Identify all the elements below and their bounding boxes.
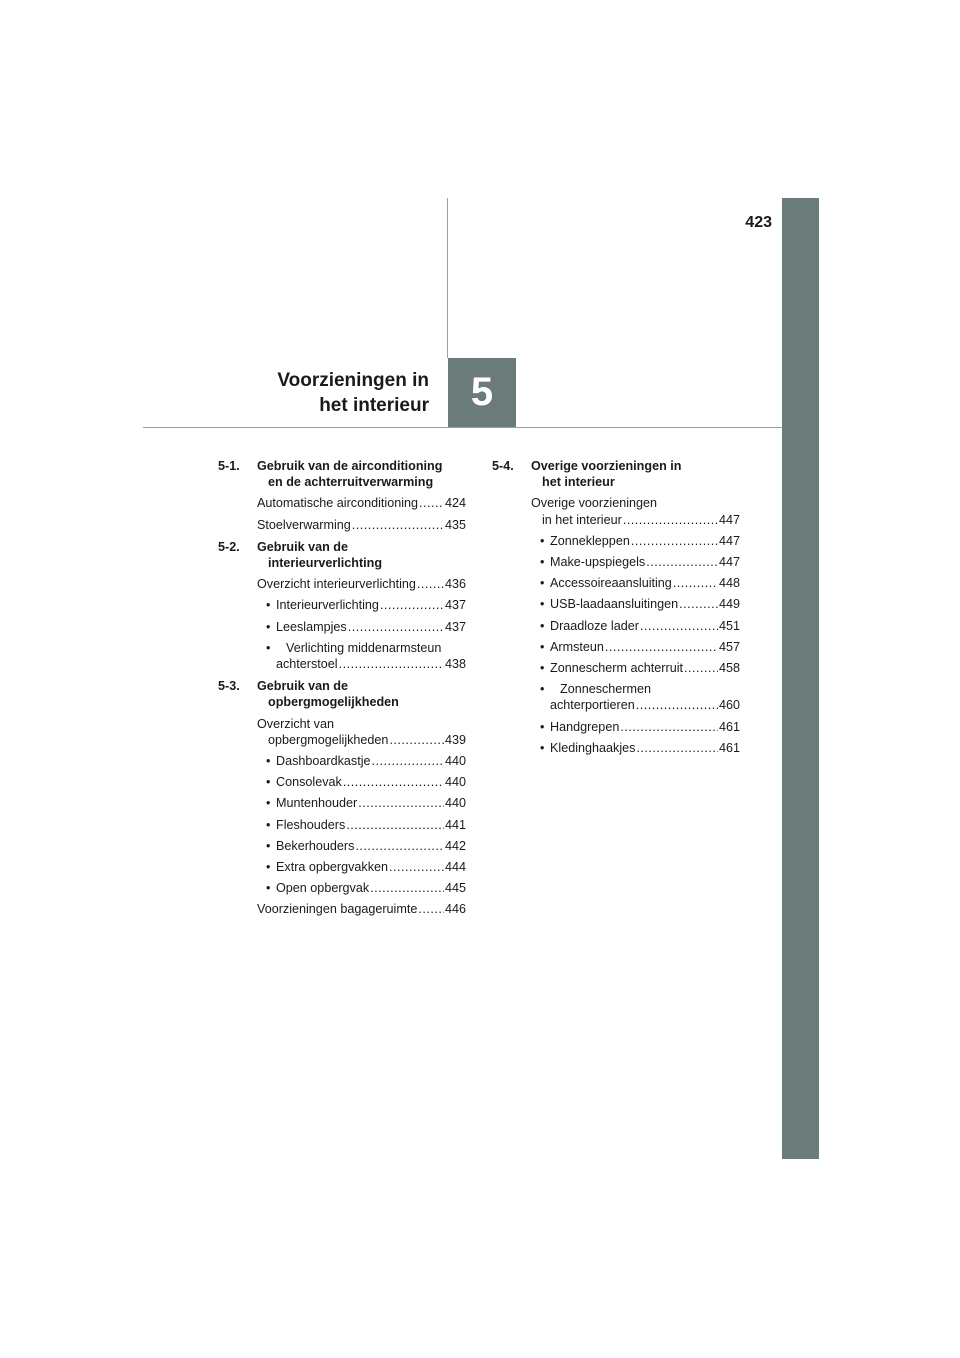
section-title-line1: Gebruik van de airconditioning <box>257 459 443 473</box>
section-number: 5-2. <box>218 539 240 554</box>
leader-dots <box>646 554 718 570</box>
entry-label: Bekerhouders <box>276 838 355 853</box>
leader-dots <box>640 618 718 634</box>
section-title <box>257 458 466 490</box>
bullet: • <box>266 817 271 832</box>
entry-label: Draadloze lader <box>550 618 639 633</box>
page-number: 423 <box>745 214 772 231</box>
bullet: • <box>540 597 545 612</box>
bullet: • <box>266 640 271 655</box>
toc-subentry[interactable] <box>531 533 740 549</box>
section-number: 5-4. <box>492 459 514 473</box>
toc-subentry[interactable] <box>531 660 740 676</box>
leader-dots <box>355 838 444 854</box>
entry-page: 435 <box>444 517 466 532</box>
toc-entry[interactable] <box>531 495 740 527</box>
entry-label: Leeslampjes <box>276 619 347 634</box>
entry-label: Interieurverlichting <box>276 598 379 613</box>
toc-entry[interactable] <box>257 716 466 748</box>
toc-subentry[interactable] <box>531 719 740 735</box>
leader-dots <box>673 575 718 591</box>
leader-dots <box>419 495 444 511</box>
bullet: • <box>540 576 545 591</box>
section-number: 5-1. <box>218 459 240 473</box>
entry-page: 445 <box>444 881 466 896</box>
section-title-line2: en de achterruitverwarming <box>268 475 434 490</box>
toc-subentry[interactable] <box>531 618 740 634</box>
entry-label-line1: Verlichting middenarmsteun <box>286 640 442 655</box>
entry-page: 458 <box>718 661 740 676</box>
section-title-line1: Gebruik van de <box>257 539 348 554</box>
entry-page: 447 <box>718 533 740 548</box>
entry-page: 439 <box>444 732 466 747</box>
bullet: • <box>540 555 545 570</box>
entry-label: USB-laadaansluitingen <box>550 597 679 612</box>
leader-dots <box>623 512 718 528</box>
bullet: • <box>266 754 271 769</box>
entry-page: 436 <box>444 577 466 592</box>
toc-subentry[interactable] <box>257 619 466 635</box>
entry-label: Handgrepen <box>550 719 620 734</box>
bullet: • <box>266 598 271 613</box>
section-title <box>257 539 466 571</box>
bullet: • <box>540 533 545 548</box>
entry-label: Zonnescherm achterruit <box>550 661 683 676</box>
section-title-line1: Gebruik van de <box>257 679 348 694</box>
entry-label-line1: Zonneschermen <box>560 682 652 697</box>
toc-subentry[interactable] <box>531 596 740 612</box>
bullet: • <box>540 740 545 755</box>
toc-subentry[interactable] <box>531 554 740 570</box>
entry-page: 461 <box>718 740 740 755</box>
bullet: • <box>266 838 271 853</box>
section-title <box>257 678 466 710</box>
bullet: • <box>540 719 545 734</box>
toc-subentry[interactable] <box>257 597 466 613</box>
leader-dots <box>380 597 444 613</box>
entry-label: Kledinghaakjes <box>550 740 636 755</box>
entry-label: Open opbergvak <box>276 881 370 896</box>
toc-subentry[interactable] <box>257 774 466 790</box>
leader-dots <box>631 533 718 549</box>
entry-page: 447 <box>718 555 740 570</box>
chapter-side-tab <box>782 198 819 1159</box>
bullet: • <box>266 775 271 790</box>
entry-page: 437 <box>444 619 466 634</box>
leader-dots <box>346 817 444 833</box>
toc-subentry[interactable] <box>257 640 466 672</box>
entry-page: 444 <box>444 860 466 875</box>
entry-page: 440 <box>444 775 466 790</box>
toc-entry[interactable] <box>257 517 466 533</box>
leader-dots <box>348 619 444 635</box>
toc-section-5-2 <box>218 539 466 672</box>
bullet: • <box>266 860 271 875</box>
toc-section-5-1 <box>218 458 466 533</box>
toc-subentry[interactable] <box>531 681 740 713</box>
entry-page: 446 <box>444 902 466 917</box>
chapter-number-box: 5 <box>448 358 516 427</box>
bullet: • <box>266 619 271 634</box>
entry-page: 448 <box>718 576 740 591</box>
leader-dots <box>343 774 444 790</box>
toc-entry[interactable] <box>257 901 466 917</box>
entry-label: Zonnekleppen <box>550 533 630 548</box>
bullet: • <box>540 618 545 633</box>
vertical-rule <box>447 198 448 358</box>
leader-dots <box>418 901 444 917</box>
bullet: • <box>266 881 271 896</box>
leader-dots <box>620 719 718 735</box>
entry-label-line2: achterstoel <box>276 657 338 672</box>
entry-page: 440 <box>444 754 466 769</box>
entry-label: Muntenhouder <box>276 796 358 811</box>
toc-section-5-4 <box>492 458 740 756</box>
entry-label: Make-upspiegels <box>550 555 646 570</box>
toc-column-left <box>218 458 466 924</box>
section-title <box>531 458 740 490</box>
leader-dots <box>372 753 444 769</box>
entry-label-line2: achterportieren <box>550 698 635 713</box>
leader-dots <box>684 660 718 676</box>
entry-label: Overzicht interieurverlichting <box>257 577 416 592</box>
toc-section-5-3 <box>218 678 466 917</box>
toc-subentry[interactable] <box>257 880 466 896</box>
bullet: • <box>540 661 545 676</box>
section-title-line2: interieurverlichting <box>268 556 383 571</box>
section-number: 5-3. <box>218 679 240 694</box>
toc-subentry[interactable] <box>257 795 466 811</box>
chapter-title-line2: het interieur <box>319 395 429 416</box>
chapter-title-line1: Voorzieningen in <box>277 370 429 391</box>
toc-subentry[interactable] <box>531 575 740 591</box>
leader-dots <box>636 740 718 756</box>
toc-column-right <box>492 458 740 762</box>
entry-label-line2: in het interieur <box>542 512 622 527</box>
entry-label: Fleshouders <box>276 817 346 832</box>
entry-label-line1: Overige voorzieningen <box>531 496 658 511</box>
toc-subentry[interactable] <box>257 817 466 833</box>
entry-label: Armsteun <box>550 639 604 654</box>
entry-label: Automatische airconditioning <box>257 496 419 511</box>
bullet: • <box>540 639 545 654</box>
entry-label: Extra opbergvakken <box>276 860 389 875</box>
leader-dots <box>339 656 444 672</box>
entry-label-line2: opbergmogelijkheden <box>268 732 389 747</box>
entry-page: 442 <box>444 838 466 853</box>
toc-entry[interactable] <box>257 495 466 511</box>
leader-dots <box>370 880 444 896</box>
leader-dots <box>417 576 444 592</box>
leader-dots <box>389 732 444 748</box>
entry-page: 440 <box>444 796 466 811</box>
entry-page: 460 <box>718 698 740 713</box>
entry-page: 437 <box>444 598 466 613</box>
section-title-line2: opbergmogelijkheden <box>268 695 399 710</box>
toc-subentry[interactable] <box>257 838 466 854</box>
entry-page: 447 <box>718 512 740 527</box>
leader-dots <box>679 596 718 612</box>
entry-page: 451 <box>718 618 740 633</box>
bullet: • <box>540 682 545 697</box>
toc-subentry[interactable] <box>257 753 466 769</box>
section-title-line2: het interieur <box>542 475 615 490</box>
leader-dots <box>352 517 444 533</box>
toc-subentry[interactable] <box>257 859 466 875</box>
entry-label: Voorzieningen bagageruimte <box>257 902 418 917</box>
entry-page: 461 <box>718 719 740 734</box>
entry-page: 441 <box>444 817 466 832</box>
toc-subentry[interactable] <box>531 639 740 655</box>
leader-dots <box>358 795 444 811</box>
entry-label: Stoelverwarming <box>257 517 351 532</box>
bullet: • <box>266 796 271 811</box>
entry-label: Consolevak <box>276 775 342 790</box>
leader-dots <box>605 639 718 655</box>
chapter-title <box>277 368 429 418</box>
section-title-line1: Overige voorzieningen in <box>531 459 682 473</box>
entry-label: Dashboardkastje <box>276 754 371 769</box>
horizontal-rule <box>143 427 782 428</box>
entry-page: 449 <box>718 597 740 612</box>
entry-page: 457 <box>718 639 740 654</box>
toc-entry[interactable] <box>257 576 466 592</box>
entry-page: 424 <box>444 496 466 511</box>
entry-label-line1: Overzicht van <box>257 716 334 731</box>
entry-label: Accessoireaansluiting <box>550 576 672 591</box>
leader-dots <box>389 859 444 875</box>
toc-subentry[interactable] <box>531 740 740 756</box>
leader-dots <box>636 697 718 713</box>
entry-page: 438 <box>444 657 466 672</box>
